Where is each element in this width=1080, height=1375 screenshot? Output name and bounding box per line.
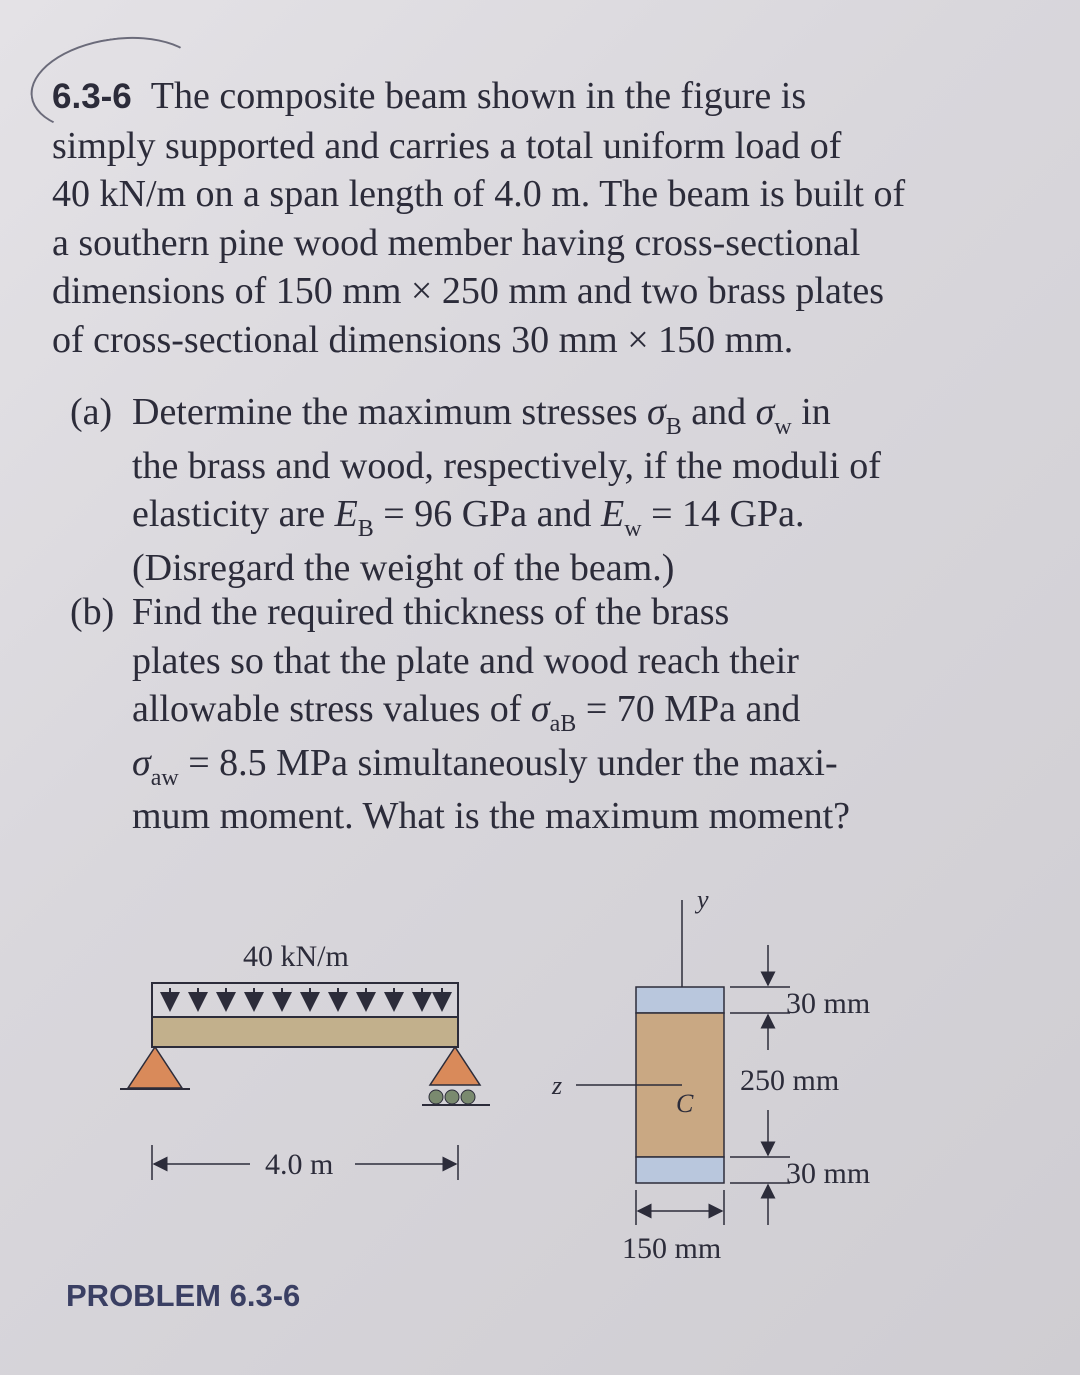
part-b-text: Find the required thickness of the brass — [132, 591, 730, 633]
part-a-text: elasticity are — [132, 493, 326, 535]
bottom-plate-dim: 30 mm — [786, 1157, 871, 1190]
part-b-text: mum moment. What is the maximum moment? — [132, 795, 851, 837]
subscript: B — [665, 414, 682, 440]
part-b-text: = 70 MPa and — [585, 688, 801, 730]
load-label: 40 kN/m — [243, 940, 349, 973]
part-a-text: = 14 GPa. — [651, 493, 805, 535]
top-plate-dim: 30 mm — [786, 987, 871, 1020]
sigma-symbol: σ — [132, 741, 151, 784]
subscript: w — [774, 414, 792, 440]
problem-caption: PROBLEM 6.3-6 — [66, 1278, 301, 1313]
modulus-symbol: E — [601, 493, 625, 535]
part-b-label: (b) — [70, 591, 115, 633]
subscript: aw — [150, 764, 179, 791]
problem-number: 6.3-6 — [52, 77, 132, 116]
part-b-text: = 8.5 MPa simultaneously under the maxi- — [188, 741, 838, 784]
part-a-label: (a) — [70, 391, 113, 433]
y-axis-label: y — [697, 885, 709, 914]
centroid-label: C — [676, 1089, 694, 1118]
intro-line: simply supported and carries a total uniform load of — [52, 124, 842, 167]
sigma-symbol: σ — [647, 391, 666, 433]
width-dimension — [636, 1190, 724, 1225]
subscript: B — [357, 516, 374, 542]
part-b-text: plates so that the plate and wood reach their — [132, 639, 799, 682]
intro-line-1: The composite beam shown in the figure is — [150, 75, 807, 117]
beam — [152, 1017, 458, 1047]
part-a-text: = 96 GPa and — [383, 493, 592, 535]
part-a-text: Determine the maximum stresses — [132, 391, 638, 433]
intro-line: of cross-sectional dimensions 30 mm × 150 mm. — [52, 318, 794, 361]
bottom-brass-plate — [636, 1157, 724, 1183]
sigma-symbol: σ — [755, 391, 775, 433]
intro-line: a southern pine wood member having cross-sectional — [52, 221, 861, 264]
load-arrows — [170, 988, 442, 1010]
span-label: 4.0 m — [265, 1148, 334, 1181]
part-a-text: and — [691, 391, 747, 433]
part-a-text: the brass and wood, respectively, if the moduli of — [132, 444, 881, 487]
subscript: w — [624, 516, 642, 542]
part-a-text: in — [801, 391, 831, 433]
roller-wheels — [429, 1090, 475, 1104]
z-axis-label: z — [552, 1071, 563, 1100]
intro-line: dimensions of 150 mm × 250 mm and two brass plates — [52, 270, 885, 312]
wood-depth-dim: 250 mm — [740, 1064, 840, 1097]
roller-support — [430, 1047, 480, 1085]
part-b-text: allowable stress values of — [132, 688, 522, 730]
width-dim: 150 mm — [622, 1232, 722, 1265]
pin-support — [128, 1047, 182, 1088]
subscript: aB — [549, 711, 577, 737]
intro-line: 40 kN/m on a span length of 4.0 m. The beam is built of — [52, 173, 906, 215]
top-brass-plate — [636, 987, 724, 1013]
sigma-symbol: σ — [530, 688, 550, 730]
modulus-symbol: E — [334, 493, 358, 535]
part-a-text: (Disregard the weight of the beam.) — [132, 546, 675, 589]
